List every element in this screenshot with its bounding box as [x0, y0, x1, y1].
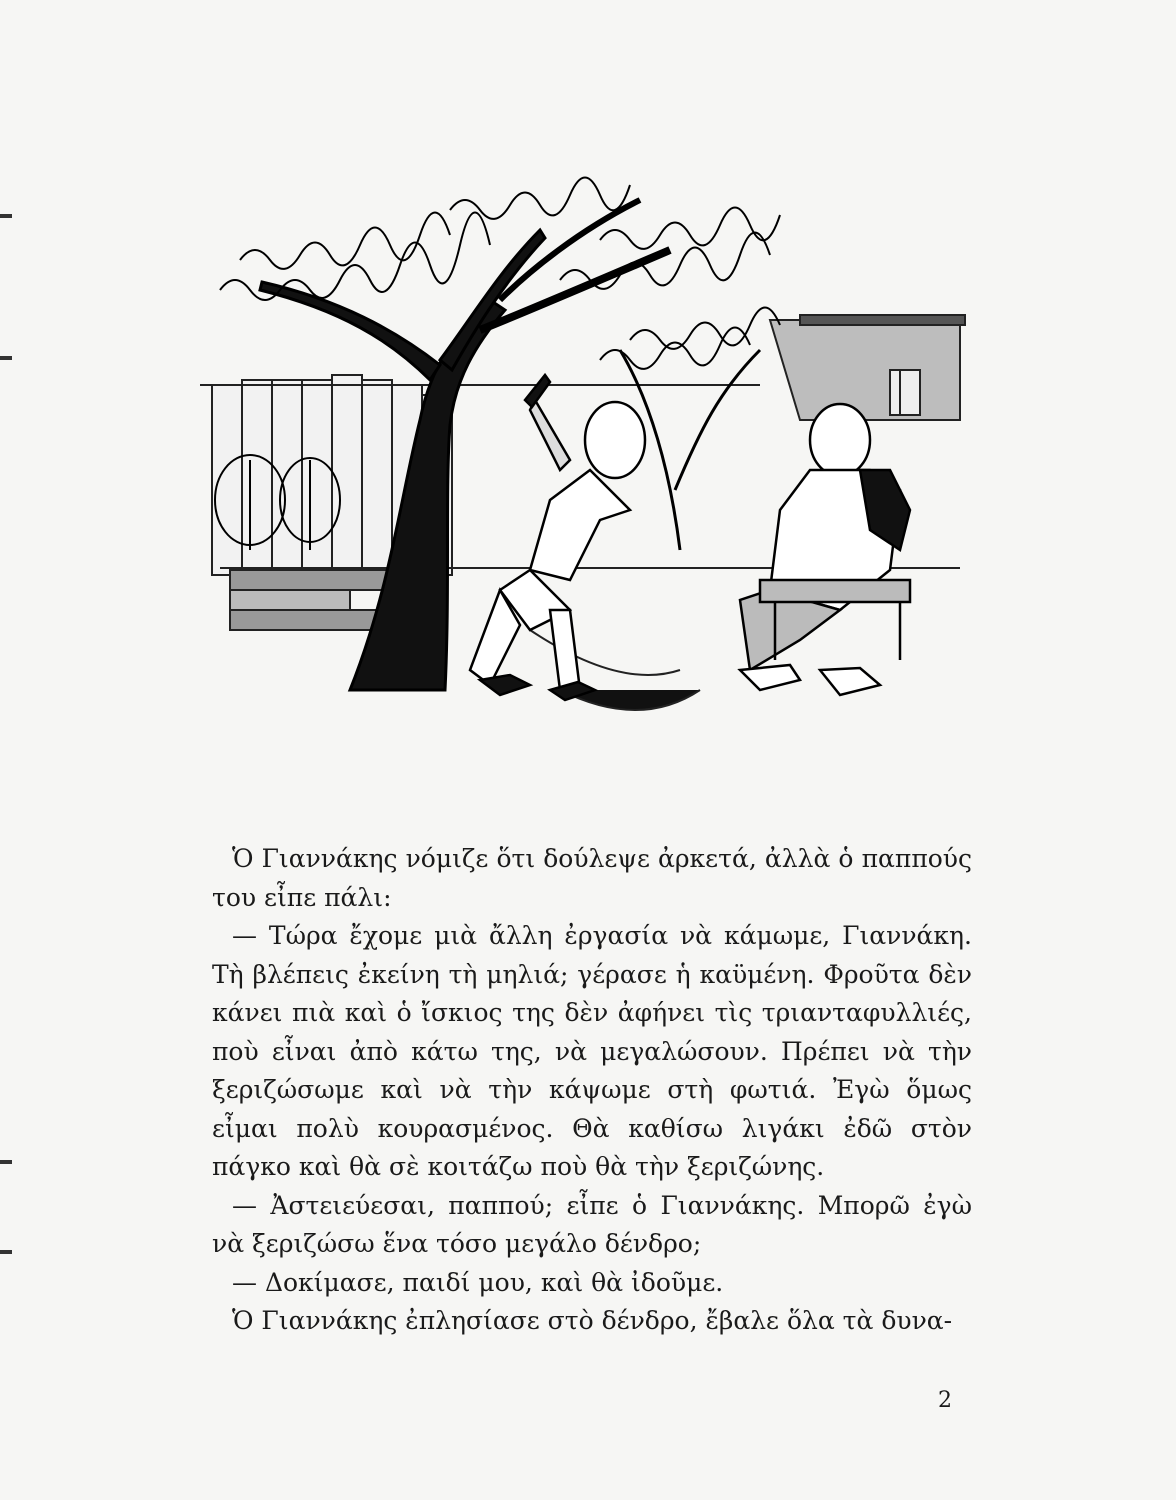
binding-mark [0, 1250, 12, 1254]
paragraph: — Δοκίμασε, παιδί μου, καὶ θὰ ἰδοῦμε. [232, 1267, 724, 1297]
paragraph: Ὁ Γιαννάκης νόμιζε ὅτι δούλεψε ἀρκετά, ἀλλὰ ὁ παππούς του εἶπε πάλι: [212, 844, 972, 912]
paragraph: — Τώρα ἔχομε μιὰ ἄλλη ἐργασία νὰ κάμωμε, Γιαννάκη. Τὴ βλέπεις ἐκείνη τὴ μηλιά; γέρασε ἡ καϋμένη. Φροῦτα δὲν κάνει πιὰ καὶ ὁ ἴσκιος της δὲν ἀφήνει τὶς τριανταφυλλιές, ποὺ εἶναι ἀπὸ κάτω της, νὰ μεγαλώσουν. Πρέπει νὰ τὴν ξεριζώσωμε καὶ νὰ τὴν κάψωμε στὴ φωτιά. Ἐγὼ ὅμως εἶμαι πολὺ κουρασμένος. Θὰ καθίσω λιγάκι ἐδῶ στὸν πάγκο καὶ θὰ σὲ κοιτάζω ποὺ θὰ τὴν ξεριζώνης. [212, 921, 972, 1181]
binding-mark [0, 214, 12, 218]
house-drawing [770, 315, 965, 420]
story-text [212, 840, 972, 1341]
boy-chopping-tree-illustration [200, 170, 970, 730]
fence-drawing [200, 375, 760, 575]
binding-mark [0, 1160, 12, 1164]
paragraph: — Ἀστειεύεσαι, παππού; εἶπε ὁ Γιαννάκης. Μπορῶ ἐγὼ νὰ ξεριζώσω ἕνα τόσο μεγάλο δένδρο; [212, 1190, 972, 1258]
binding-mark [0, 356, 12, 360]
page-number: 2 [938, 1388, 952, 1413]
paragraph: Ὁ Γιαννάκης ἐπλησίασε στὸ δένδρο, ἔβαλε ὅλα τὰ δυνα- [232, 1306, 953, 1335]
grandfather-figure-drawing [740, 404, 910, 695]
boy-figure-drawing [470, 375, 645, 700]
